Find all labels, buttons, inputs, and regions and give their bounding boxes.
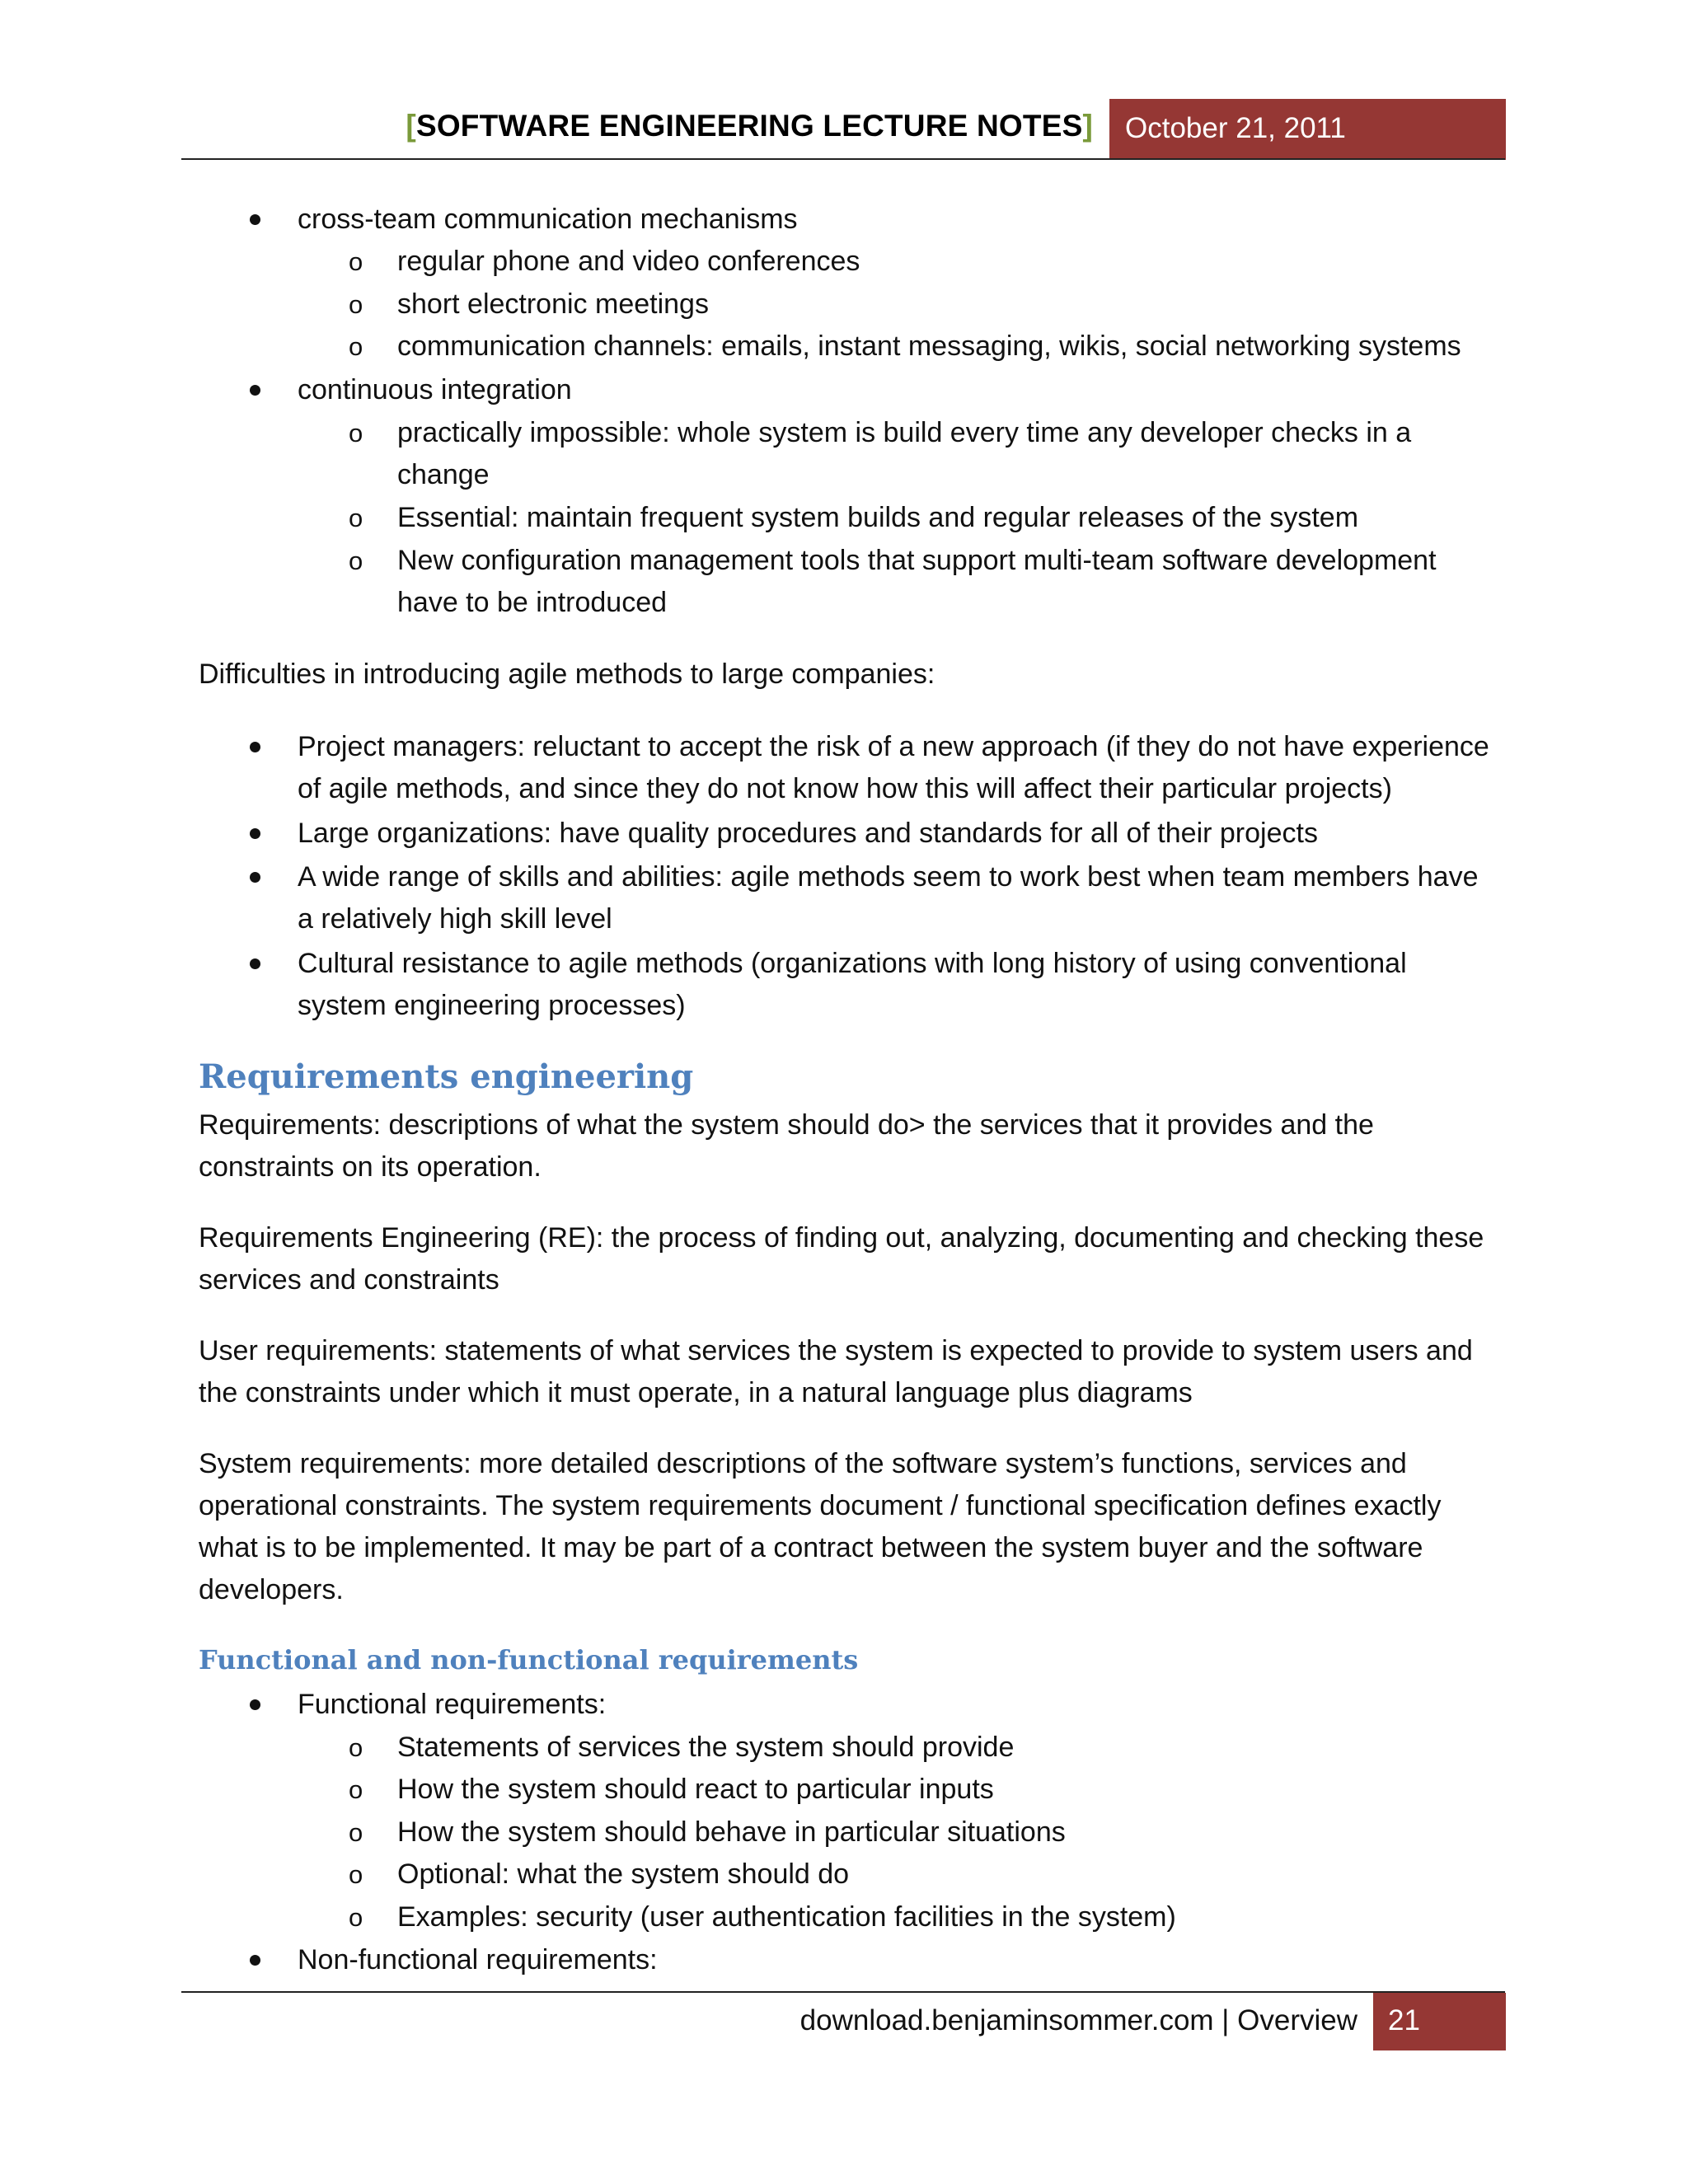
list-item-continued: system engineering processes) bbox=[298, 990, 686, 1021]
circle-bullet-icon: o bbox=[349, 1860, 363, 1889]
circle-bullet-icon: o bbox=[349, 290, 363, 319]
circle-bullet-icon: o bbox=[349, 1733, 363, 1762]
sub-list-item-continued: change bbox=[397, 459, 490, 490]
header-date: October 21, 2011 bbox=[1109, 99, 1506, 160]
subsection-heading: Functional and non-functional requirements bbox=[199, 1644, 859, 1675]
list-item: A wide range of skills and abilities: agile methods seem to work best when team members have bbox=[298, 861, 1479, 893]
sub-list-item-continued: have to be introduced bbox=[397, 587, 668, 618]
sub-list-item: short electronic meetings bbox=[397, 288, 709, 320]
page-number: 21 bbox=[1373, 1993, 1506, 2050]
header-title-text: SOFTWARE ENGINEERING LECTURE NOTES bbox=[415, 109, 1083, 143]
paragraph-continued: what is to be implemented. It may be part of a contract between the system buyer and the software bbox=[199, 1532, 1423, 1563]
sub-list-item: How the system should behave in particular situations bbox=[397, 1816, 1066, 1848]
sub-list-item: communication channels: emails, instant messaging, wikis, social networking systems bbox=[397, 330, 1461, 362]
bullet-dot-icon bbox=[250, 1699, 260, 1710]
list-item: Project managers: reluctant to accept the risk of a new approach (if they do not have experience bbox=[298, 731, 1489, 762]
paragraph: Difficulties in introducing agile methods to large companies: bbox=[199, 658, 935, 690]
paragraph: Requirements: descriptions of what the system should do> the services that it provides and the bbox=[199, 1109, 1374, 1141]
paragraph: User requirements: statements of what services the system is expected to provide to system users and bbox=[199, 1335, 1473, 1366]
paragraph-continued: services and constraints bbox=[199, 1264, 499, 1296]
paragraph-continued: operational constraints. The system requirements document / functional specification defines exactly bbox=[199, 1490, 1442, 1521]
paragraph-continued: constraints on its operation. bbox=[199, 1151, 542, 1183]
list-item-continued: a relatively high skill level bbox=[298, 903, 612, 935]
header-divider bbox=[181, 158, 1505, 160]
sub-list-item: Optional: what the system should do bbox=[397, 1858, 850, 1890]
paragraph: System requirements: more detailed descriptions of the software system’s functions, services and bbox=[199, 1448, 1407, 1479]
paragraph-continued: the constraints under which it must operate, in a natural language plus diagrams bbox=[199, 1377, 1193, 1408]
sub-list-item: regular phone and video conferences bbox=[397, 246, 860, 277]
header-title bbox=[406, 109, 1093, 143]
list-item: Functional requirements: bbox=[298, 1689, 607, 1720]
sub-list-item: New configuration management tools that support multi-team software development bbox=[397, 545, 1437, 576]
circle-bullet-icon: o bbox=[349, 247, 363, 276]
footer-divider bbox=[181, 1991, 1505, 1993]
sub-list-item: Statements of services the system should provide bbox=[397, 1732, 1015, 1763]
bullet-dot-icon bbox=[250, 1955, 260, 1966]
circle-bullet-icon: o bbox=[349, 332, 363, 361]
circle-bullet-icon: o bbox=[349, 419, 363, 448]
list-item: Cultural resistance to agile methods (organizations with long history of using conventional bbox=[298, 948, 1407, 979]
footer-text: download.benjaminsommer.com | Overview bbox=[799, 2004, 1357, 2036]
bullet-dot-icon bbox=[250, 828, 260, 839]
bullet-dot-icon bbox=[250, 958, 260, 969]
sub-list-item: Examples: security (user authentication facilities in the system) bbox=[397, 1901, 1176, 1933]
paragraph-continued: developers. bbox=[199, 1574, 344, 1605]
header-bracket-open: [ bbox=[406, 109, 416, 143]
sub-list-item: Essential: maintain frequent system builds and regular releases of the system bbox=[397, 502, 1359, 533]
circle-bullet-icon: o bbox=[349, 504, 363, 532]
list-item: Large organizations: have quality procedures and standards for all of their projects bbox=[298, 818, 1318, 849]
list-item: continuous integration bbox=[298, 374, 572, 405]
bullet-dot-icon bbox=[250, 872, 260, 883]
section-heading: Requirements engineering bbox=[199, 1057, 694, 1096]
circle-bullet-icon: o bbox=[349, 546, 363, 575]
bullet-dot-icon bbox=[250, 214, 260, 225]
list-item: cross-team communication mechanisms bbox=[298, 204, 798, 235]
header-bracket-close: ] bbox=[1082, 109, 1093, 143]
sub-list-item: How the system should react to particular inputs bbox=[397, 1774, 994, 1805]
paragraph: Requirements Engineering (RE): the process of finding out, analyzing, documenting and checking these bbox=[199, 1222, 1484, 1254]
bullet-dot-icon bbox=[250, 742, 260, 752]
list-item: Non-functional requirements: bbox=[298, 1944, 658, 1975]
circle-bullet-icon: o bbox=[349, 1775, 363, 1804]
bullet-dot-icon bbox=[250, 385, 260, 396]
circle-bullet-icon: o bbox=[349, 1903, 363, 1932]
sub-list-item: practically impossible: whole system is build every time any developer checks in a bbox=[397, 417, 1412, 448]
list-item-continued: of agile methods, and since they do not know how this will affect their particular projects) bbox=[298, 773, 1392, 804]
circle-bullet-icon: o bbox=[349, 1818, 363, 1847]
